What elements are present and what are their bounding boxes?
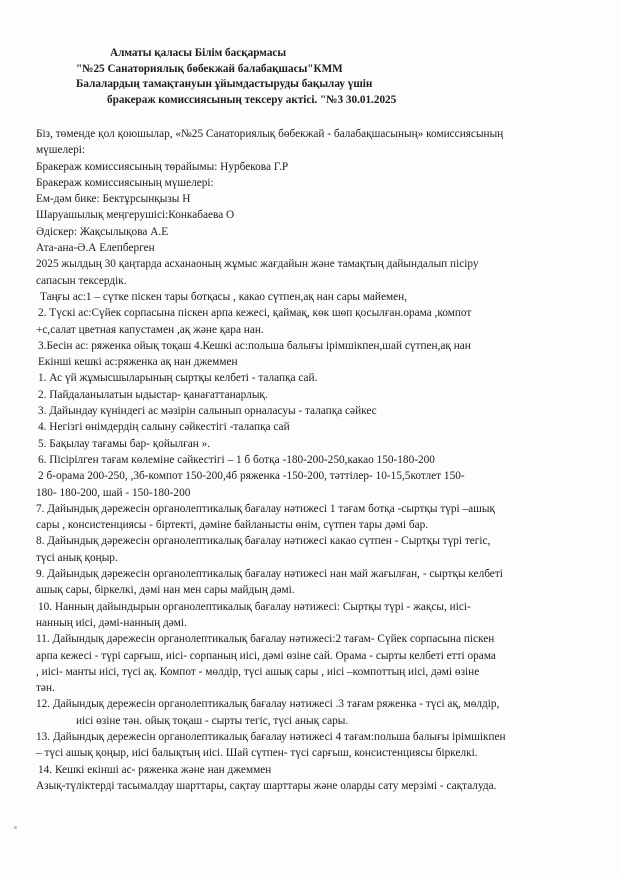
text-line: Біз, төменде қол қоюшылар, «№25 Санаториялық бөбекжай - балабақшасының» комиссиясының bbox=[36, 128, 504, 140]
text-line: Екінші кешкі ас:ряженка ақ нан джеммен bbox=[38, 356, 238, 369]
text-line: Ата-ана-Ә.А Елепберген bbox=[36, 242, 155, 255]
header-department: Алматы қаласы Білім басқармасы bbox=[110, 47, 287, 59]
text-line: 13. Дайындық дережесін органолептикалық бағалау нәтижесі 4 тағам:польша балығы ірімшікпен bbox=[36, 730, 506, 743]
text-line: сапасын тексердік. bbox=[36, 274, 127, 287]
text-line: сары , консистенциясы - біртекті, дәміне байланысты өнім, сүтпен тары дәмі бар. bbox=[36, 519, 429, 532]
text-line: иісі өзіне тән. ойық тоқаш - сырты тегіс, түсі анық сары. bbox=[76, 714, 349, 727]
text-line: Азық-түліктерді тасымалдау шарттары, сақтау шарттары және оларды сату мерзімі - сақталуда. bbox=[36, 779, 497, 792]
text-line: 1. Ас үй жұмысшыларының сыртқы келбеті - талапқа сай. bbox=[38, 372, 318, 385]
text-line: Таңғы ас:1 – сүтке піскен тары ботқасы , какао сүтпен,ақ нан сары майемен, bbox=[40, 290, 408, 303]
text-line: 2 б-орама 200-250, ,3б-компот 150-200,4б ряженка -150-200, тәттілер- 10-15,5котлет 150- bbox=[38, 470, 465, 483]
text-line: 180- 180-200, шай - 150-180-200 bbox=[36, 486, 191, 499]
text-line: 10. Нанның дайындырын органолептикалық бағалау нәтижесі: Сыртқы түрі - жақсы, иісі- bbox=[38, 600, 471, 613]
text-line: Әдіскер: Жақсылықова А.Е bbox=[36, 225, 169, 238]
text-line: 2. Түскі ас:Сүйек сорпасына піскен арпа кежесі, қаймақ, көк шөп қосылған.орама ,компот bbox=[38, 307, 472, 320]
text-line: 12. Дайындық дережесін органолептикалық бағалау нәтижесі .3 тағам ряженка - түсі ақ, мөлдір, bbox=[36, 698, 500, 711]
text-line: 5. Бақылау тағамы бар- қойылған ». bbox=[38, 437, 211, 450]
text-line: 2. Пайдаланылатын ыдыстар- қанағаттанарлық. bbox=[38, 388, 268, 401]
text-line: ашық сары, біркелкі, дәмі нан мен сары майдың дәмі. bbox=[36, 584, 295, 597]
text-line: 14. Кешкі екінші ас- ряженка және нан джеммен bbox=[38, 763, 272, 776]
text-line: арпа кежесі - түрі сарғыш, иісі- сорпаның иісі, дәмі өзіне сай. Орама - сырты келбеті етті орама bbox=[36, 649, 496, 662]
text-line: 11. Дайындық дәрежесін органолептикалық бағалау нәтижесі:2 тағам- Сүйек сорпасына піскен bbox=[36, 633, 495, 646]
text-line: түсі анық қоңыр. bbox=[36, 551, 118, 564]
scan-speck bbox=[14, 826, 17, 829]
text-line: Ем-дәм бике: Бектұрсынқызы Н bbox=[36, 193, 191, 206]
text-line: 3.Бесін ас: ряженка ойық тоқаш 4.Кешкі ас:польша балығы ірімшікпен,шай сүтпен,ақ нан bbox=[38, 339, 471, 352]
text-line: нанның иісі, дәмі-нанның дәмі. bbox=[36, 616, 187, 629]
text-line: Шаруашылық меңгерушісі:Конкабаева О bbox=[36, 209, 235, 222]
header-act-title: бракераж комиссиясының тексеру актісі. "№3 30.01.2025 bbox=[107, 94, 397, 106]
text-line: 7. Дайындық дәрежесін органолептикалық бағалау нәтижесі 1 тағам ботқа -сыртқы түрі –ашық bbox=[36, 502, 495, 515]
text-line: Бракераж комиссиясының мүшелері: bbox=[36, 176, 214, 189]
text-line: , иісі- манты иісі, түсі ақ. Компот - мөлдір, түсі ашық сары , иісі –компоттың иісі, дәмі өзіне bbox=[36, 665, 480, 678]
text-line: тән. bbox=[36, 682, 55, 695]
text-line: 3. Дайындау күніндегі ас мәзірін салынып орналасуы - талапқа сәйкес bbox=[38, 405, 377, 418]
text-line: 8. Дайындық дәрежесін органолептикалық бағалау нәтижесі какао сүтпен - Сыртқы түрі тегіс, bbox=[36, 535, 491, 548]
text-line: +с,салат цветная капустамен ,ақ және қара нан. bbox=[36, 323, 264, 336]
text-line: 2025 жылдың 30 қаңтарда асханаоның жұмыс жағдайын және тамақтың дайындалып пісіру bbox=[36, 258, 479, 271]
text-line: мүшелері: bbox=[36, 144, 86, 157]
document-body bbox=[36, 126, 596, 794]
text-line: 4. Негізгі өнімдердің салыну сәйкестігі -талапқа сай bbox=[38, 421, 290, 434]
header-subject: Балалардың тамақтануын ұйымдастыруды бақылау үшін bbox=[76, 78, 373, 90]
text-line: Бракераж комиссиясының төрайымы: Нурбекова Г.Р bbox=[36, 160, 289, 173]
header-organization: "№25 Санаториялық бөбекжай балабақшасы"КММ bbox=[76, 63, 343, 75]
text-line: 9. Дайындық дәрежесін органолептикалық бағалау нәтижесі нан май жағылған, - сыртқы келбеті bbox=[36, 568, 503, 581]
text-line: – түсі ашық қоңыр, иісі балықтың иісі. Шай сүтпен- түсі сарғыш, консистенциясы біркелкі. bbox=[36, 747, 478, 760]
text-line: 6. Пісірілген тағам көлеміне сәйкестігі – 1 б ботқа -180-200-250,какао 150-180-200 bbox=[38, 453, 435, 466]
